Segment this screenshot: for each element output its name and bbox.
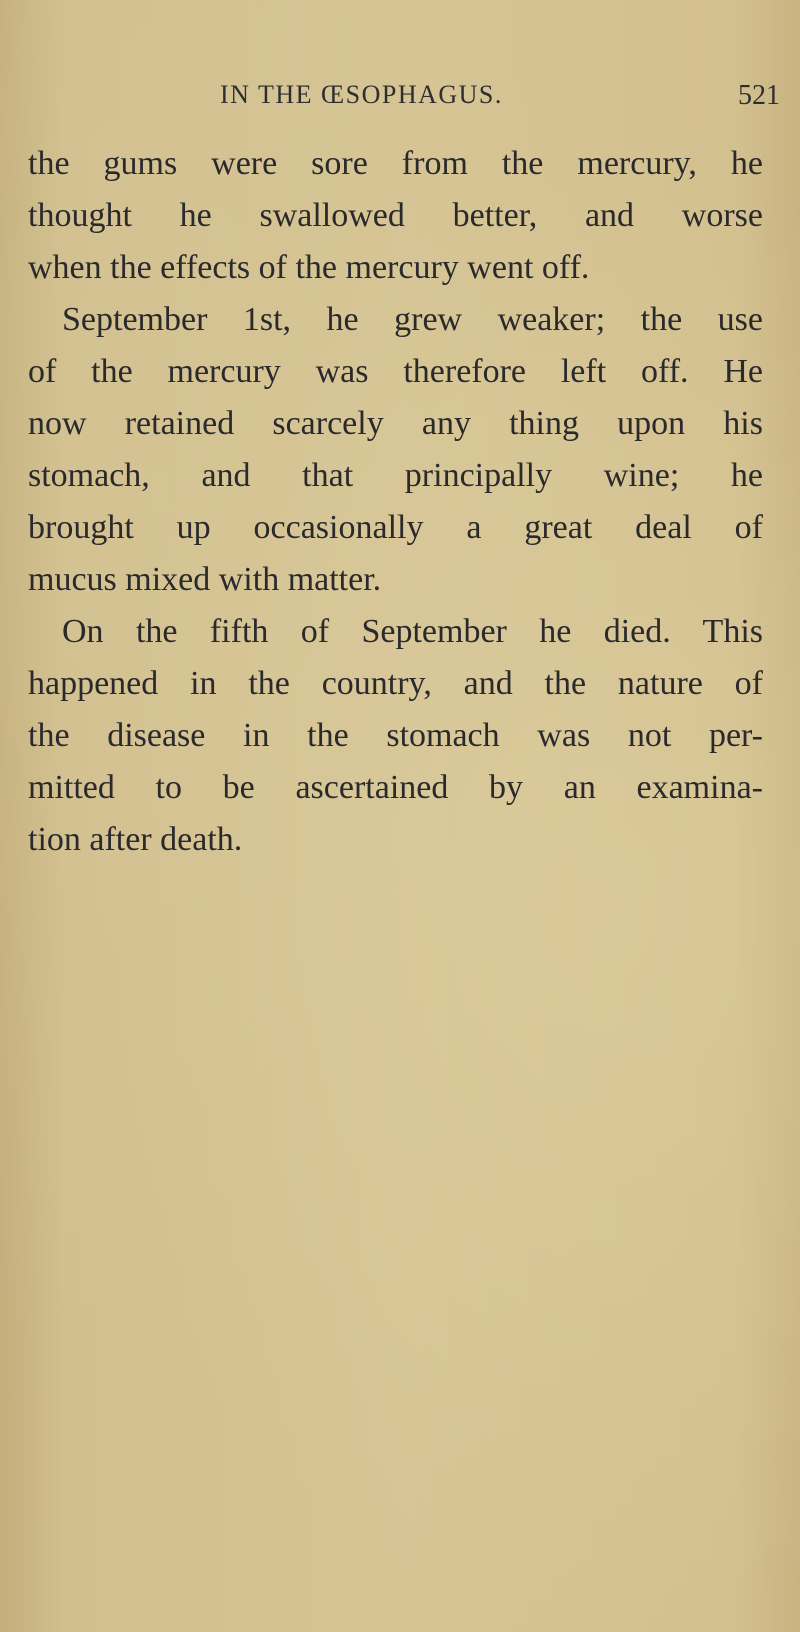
text-line: mucus mixed with matter.	[28, 561, 382, 598]
text-line: of the mercury was therefore left off. He	[28, 353, 763, 390]
text-line: September 1st, he grew weaker; the use	[62, 301, 763, 338]
text-line: mitted to be ascertained by an examina-	[28, 769, 763, 806]
running-title: IN THE ŒSOPHAGUS.	[220, 80, 503, 109]
text-line: stomach, and that principally wine; he	[28, 457, 763, 494]
text-line: happened in the country, and the nature of	[28, 665, 763, 702]
text-line: the gums were sore from the mercury, he	[28, 145, 763, 182]
text-line: brought up occasionally a great deal of	[28, 509, 763, 546]
text-line: the disease in the stomach was not per-	[28, 717, 763, 754]
body-text	[28, 138, 763, 866]
page-header	[220, 80, 780, 120]
text-line: On the fifth of September he died. This	[62, 613, 763, 650]
page-number: 521	[738, 80, 780, 111]
text-line: thought he swallowed better, and worse	[28, 197, 763, 234]
text-line: now retained scarcely any thing upon his	[28, 405, 763, 442]
text-line: when the effects of the mercury went off.	[28, 249, 590, 286]
text-line: tion after death.	[28, 821, 243, 858]
